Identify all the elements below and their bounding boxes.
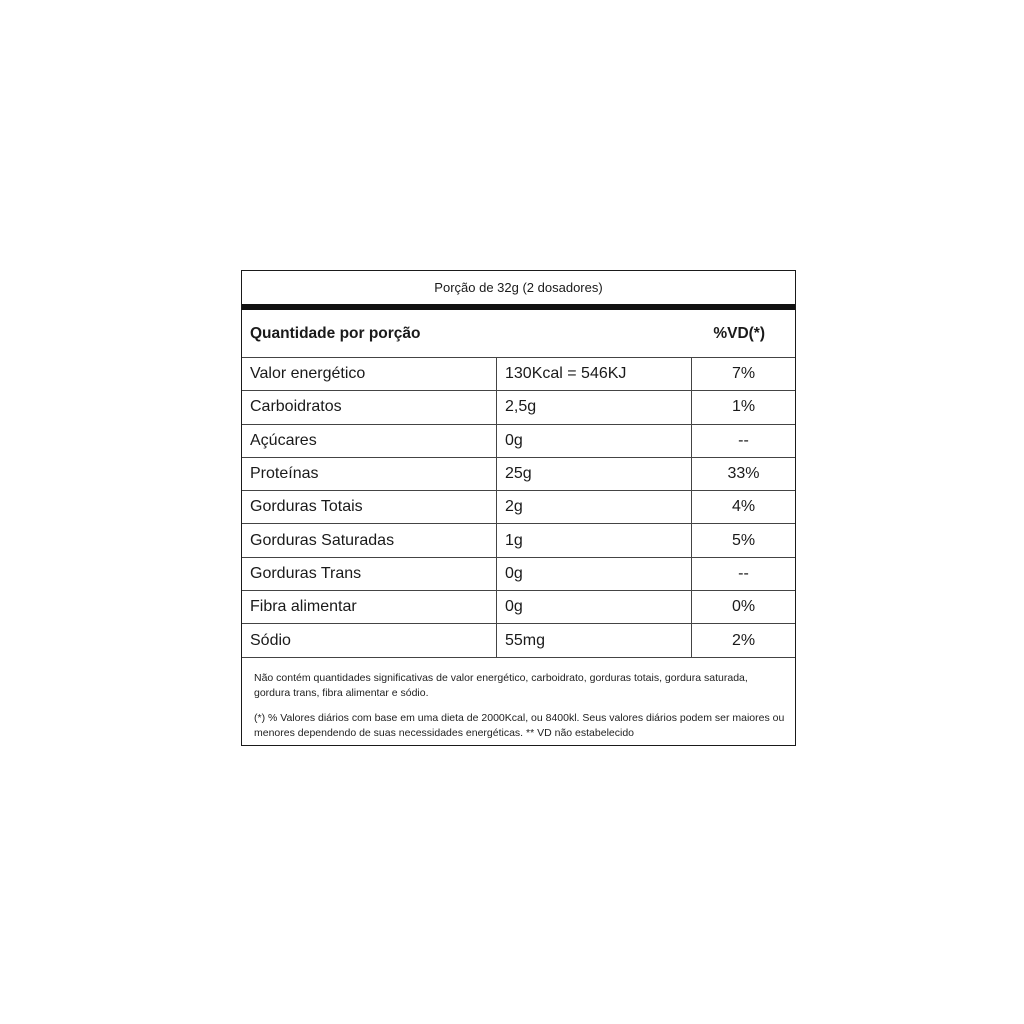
nutrient-name: Proteínas <box>242 457 497 490</box>
footnote-not-significant: Não contém quantidades significativas de valor energético, carboidrato, gorduras totais, gordura saturada, gordura trans, fibra alimentar e sódio. <box>254 671 748 700</box>
portion-size: Porção de 32g (2 dosadores) <box>434 280 603 295</box>
table-row <box>242 591 795 624</box>
nutrient-daily-value: 2% <box>692 624 796 657</box>
nutrient-daily-value: 1% <box>692 391 796 424</box>
nutrient-amount: 25g <box>497 457 692 490</box>
nutrition-facts-label <box>241 270 796 746</box>
nutrient-daily-value: 5% <box>692 524 796 557</box>
footnotes <box>242 658 795 742</box>
nutrient-name: Gorduras Totais <box>242 491 497 524</box>
table-row <box>242 491 795 524</box>
nutrient-amount: 55mg <box>497 624 692 657</box>
nutrient-name: Gorduras Trans <box>242 557 497 590</box>
nutrient-amount: 0g <box>497 591 692 624</box>
daily-value-heading: %VD(*) <box>713 325 765 342</box>
quantity-per-portion-heading: Quantidade por porção <box>250 325 421 342</box>
nutrient-daily-value: 0% <box>692 591 796 624</box>
header-row <box>242 310 795 358</box>
nutrient-amount: 0g <box>497 557 692 590</box>
nutrient-name: Gorduras Saturadas <box>242 524 497 557</box>
nutrient-name: Sódio <box>242 624 497 657</box>
nutrient-amount: 130Kcal = 546KJ <box>497 358 692 391</box>
nutrients-table <box>242 358 795 658</box>
nutrient-name: Açúcares <box>242 424 497 457</box>
footnote-daily-values: (*) % Valores diários com base em uma dieta de 2000Kcal, ou 8400kl. Seus valores diários podem ser maiores ou menores dependendo de suas necessidades energéticas. ** VD não estabelecido <box>254 711 785 740</box>
nutrient-amount: 2g <box>497 491 692 524</box>
table-row <box>242 358 795 391</box>
table-row <box>242 557 795 590</box>
nutrient-amount: 2,5g <box>497 391 692 424</box>
nutrient-daily-value: 7% <box>692 358 796 391</box>
nutrient-amount: 0g <box>497 424 692 457</box>
table-row <box>242 624 795 657</box>
table-row <box>242 424 795 457</box>
nutrient-name: Fibra alimentar <box>242 591 497 624</box>
table-row <box>242 457 795 490</box>
table-row <box>242 524 795 557</box>
nutrient-daily-value: -- <box>692 424 796 457</box>
table-row <box>242 391 795 424</box>
nutrient-amount: 1g <box>497 524 692 557</box>
nutrient-daily-value: -- <box>692 557 796 590</box>
nutrient-daily-value: 33% <box>692 457 796 490</box>
nutrient-name: Valor energético <box>242 358 497 391</box>
nutrient-daily-value: 4% <box>692 491 796 524</box>
nutrient-name: Carboidratos <box>242 391 497 424</box>
